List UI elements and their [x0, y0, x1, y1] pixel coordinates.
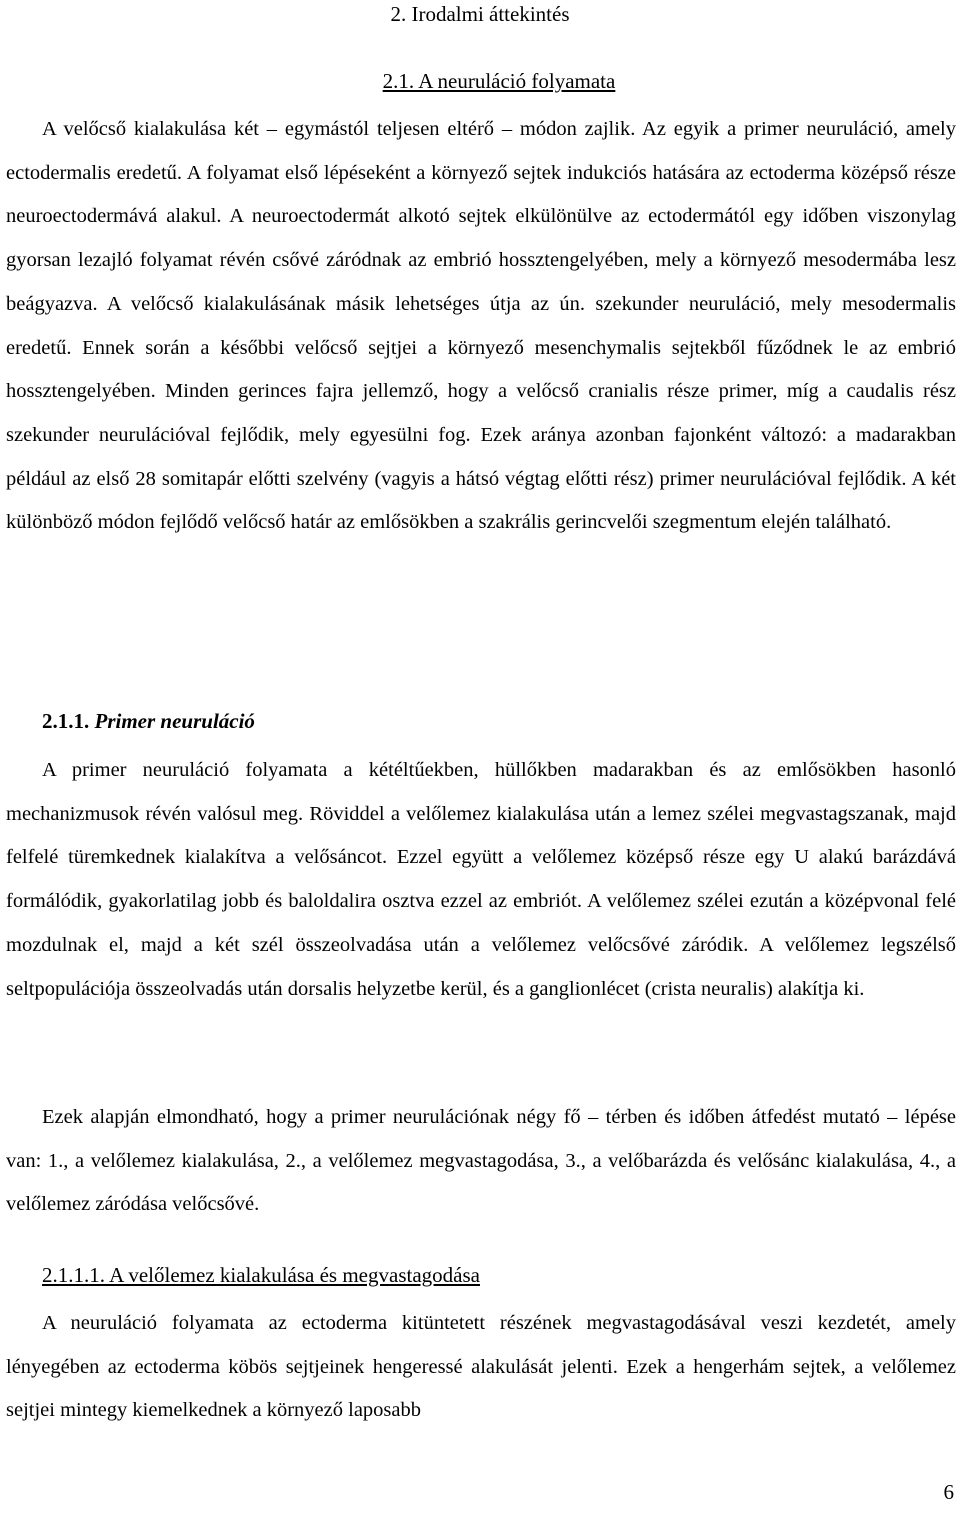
chapter-title: 2. Irodalmi áttekintés	[390, 2, 570, 26]
subsection-paragraph-2: Ezek alapján elmondható, hogy a primer neurulációnak négy fő – térben és időben átfedést mutató – lépése van: 1., a velőlemez kialakulása, 2., a velőlemez megvastagodása, 3., a velőbarázda és velősánc kialakulása, 4., a velőlemez záródása velőcsővé.	[6, 1106, 956, 1216]
subsubsection-title: 2.1.1.1. A velőlemez kialakulása és megvastagodása	[42, 1263, 480, 1287]
subsection-title: Primer neuruláció	[94, 709, 255, 733]
subsubsection-paragraph: A neuruláció folyamata az ectoderma kitüntetett részének megvastagodásával veszi kezdetét, amely lényegében az ectoderma köbös sejtjeinek hengeressé alakulását jelenti. Ezek a hengerhám sejtek, a velőlemez sejtjei mintegy kiemelkednek a környező laposabb	[6, 1312, 956, 1422]
subsection-heading	[42, 711, 255, 732]
subsection-paragraph-1: A primer neuruláció folyamata a kétéltűekben, hüllőkben madarakban és az emlősökben hasonló mechanizmusok révén valósul meg. Röviddel a velőlemez kialakulása után a lemez szélei megvastagszanak, majd felfelé türemkednek kialakítva a velősáncot. Ezzel együtt a velőlemez középső része egy U alakú barázdává formálódik, gyakorlatilag jobb és baloldalira osztva ezzel az embriót. A velőlemez szélei ezután a középvonal felé mozdulnak el, majd a két szél összeolvadása után a velőlemez velőcsővé záródik. A velőlemez legszélső seltpopulációja összeolvadás után dorsalis helyzetbe kerül, és a ganglionlécet (crista neuralis) alakítja ki.	[6, 759, 956, 1000]
section-paragraph: A velőcső kialakulása két – egymástól teljesen eltérő – módon zajlik. Az egyik a primer neuruláció, amely ectodermalis eredetű. A folyamat első lépéseként a környező sejtek indukciós hatására az ectoderma középső része neuroectodermává alakul. A neuroectodermát alkotó sejtek elkülönülve az ectodermától egy időben viszonylag gyorsan lezajló folyamat révén csővé záródnak az embrió hossztengelyében, mely a környező mesodermába lesz beágyazva. A velőcső kialakulásának másik lehetséges útja az ún. szekunder neuruláció, mely mesodermalis eredetű. Ennek során a későbbi velőcső sejtjei a környező mesenchymalis sejtekből fűződnek le az embrió hossztengelyében. Minden gerinces fajra jellemző, hogy a velőcső cranialis része primer, míg a caudalis rész szekunder neurulációval fejlődik, mely egyesülni fog. Ezek aránya azonban fajonként változó: a madarakban például az első 28 somitapár előtti szelvény (vagyis a hátsó végtag előtti rész) primer neurulációval fejlődik. A két különböző módon fejlődő velőcső határ az emlősökben a szakrális gerincvelői szegmentum elején található.	[6, 118, 956, 534]
section-title: 2.1. A neuruláció folyamata	[382, 69, 616, 93]
page-number: 6	[943, 1480, 954, 1504]
subsection-number: 2.1.1.	[42, 709, 90, 733]
